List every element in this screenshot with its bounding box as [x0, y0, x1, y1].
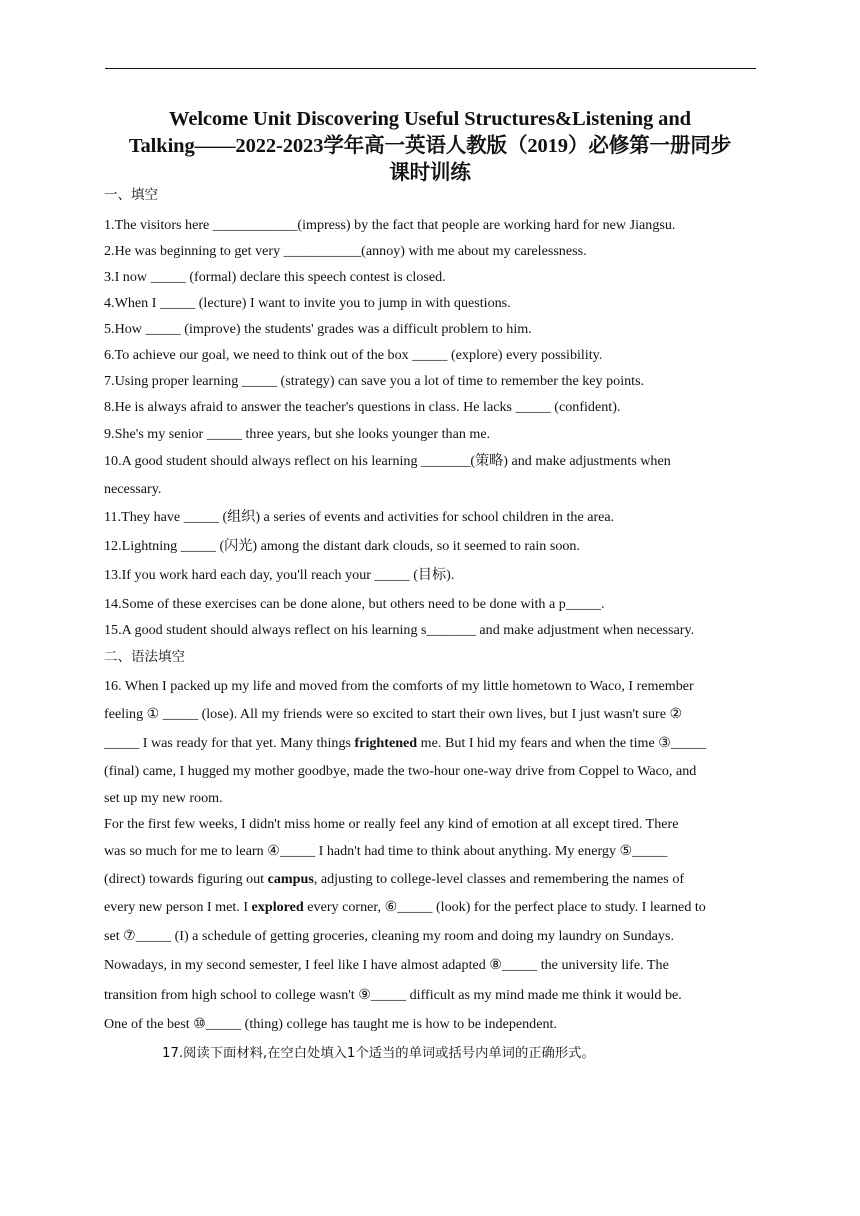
question-8: 8.He is always afraid to answer the teacher's questions in class. He lacks _____ (confident). — [104, 399, 621, 415]
question-11: 11.They have _____ (组织) a series of events and activities for school children in the area. — [104, 509, 615, 525]
passage-16-line-8 — [104, 870, 756, 888]
question-15: 15.A good student should always reflect on his learning s_______ and make adjustment when necessary. — [104, 622, 695, 638]
question-12: 12.Lightning _____ (闪光) among the distant dark clouds, so it seemed to rain soon. — [104, 538, 580, 554]
question-9: 9.She's my senior _____ three years, but she looks younger than me. — [104, 426, 491, 442]
passage-16-line-10: set ⑦_____ (I) a schedule of getting groceries, cleaning my room and doing my laundry on Sundays. — [104, 928, 674, 944]
passage-16-line-9 — [104, 898, 756, 916]
passage-16-line-13: One of the best ⑩_____ (thing) college has taught me is how to be independent. — [104, 1016, 557, 1032]
passage-text: , adjusting to college-level classes and remembering the names of — [313, 871, 685, 887]
passage-text: (direct) towards figuring out — [104, 871, 268, 887]
bold-word: campus — [267, 871, 314, 887]
passage-text: me. But I hid my fears and when the time ③_____ — [417, 735, 707, 751]
section-1-heading: 一、填空 — [104, 187, 158, 203]
question-17-instruction: 17.阅读下面材料,在空白处填入1个适当的单词或括号内单词的正确形式。 — [162, 1046, 595, 1061]
question-10-continued: necessary. — [104, 481, 162, 497]
section-2-heading: 二、语法填空 — [104, 649, 185, 665]
passage-16-line-3 — [104, 734, 756, 752]
question-5: 5.How _____ (improve) the students' grades was a difficult problem to him. — [104, 321, 532, 337]
passage-text: _____ I was ready for that yet. Many things — [104, 735, 355, 751]
question-4: 4.When I _____ (lecture) I want to invite you to jump in with questions. — [104, 295, 511, 311]
passage-16-line-4: (final) came, I hugged my mother goodbye, made the two-hour one-way drive from Coppel to Waco, and — [104, 763, 697, 779]
passage-16-line-1: 16. When I packed up my life and moved from the comforts of my little hometown to Waco, I remember — [104, 678, 694, 694]
passage-16-line-6: For the first few weeks, I didn't miss home or really feel any kind of emotion at all except tired. There — [104, 816, 679, 832]
passage-16-line-2: feeling ① _____ (lose). All my friends were so excited to start their own lives, but I just wasn't sure ② — [104, 706, 683, 722]
bold-word: explored — [251, 899, 304, 915]
passage-16-line-5: set up my new room. — [104, 790, 223, 806]
question-7: 7.Using proper learning _____ (strategy) can save you a lot of time to remember the key points. — [104, 373, 645, 389]
title-line-2: Talking——2022-2023学年高一英语人教版（2019）必修第一册同步 — [128, 135, 732, 157]
title-line-1: Welcome Unit Discovering Useful Structures&Listening and — [169, 108, 691, 130]
question-6: 6.To achieve our goal, we need to think out of the box _____ (explore) every possibility. — [104, 347, 603, 363]
bold-word: frightened — [354, 735, 418, 751]
question-10: 10.A good student should always reflect on his learning _______(策略) and make adjustments when — [104, 453, 671, 469]
question-13: 13.If you work hard each day, you'll reach your _____ (目标). — [104, 567, 455, 583]
title-line-3: 课时训练 — [389, 162, 471, 184]
question-14: 14.Some of these exercises can be done alone, but others need to be done with a p_____. — [104, 596, 605, 612]
passage-16-line-11: Nowadays, in my second semester, I feel like I have almost adapted ⑧_____ the university life. The — [104, 957, 669, 973]
passage-16-line-12: transition from high school to college wasn't ⑨_____ difficult as my mind made me think it would be. — [104, 987, 682, 1003]
passage-text: every corner, ⑥_____ (look) for the perfect place to study. I learned to — [303, 899, 706, 915]
question-2: 2.He was beginning to get very ___________(annoy) with me about my carelessness. — [104, 243, 587, 259]
question-1: 1.The visitors here ____________(impress) by the fact that people are working hard for new Jiangsu. — [104, 217, 676, 233]
passage-16-line-7: was so much for me to learn ④_____ I hadn't had time to think about anything. My energy ⑤_____ — [104, 843, 668, 859]
question-3: 3.I now _____ (formal) declare this speech contest is closed. — [104, 269, 446, 285]
header-rule — [105, 68, 756, 69]
passage-text: every new person I met. I — [104, 899, 252, 915]
document-title — [60, 106, 800, 187]
